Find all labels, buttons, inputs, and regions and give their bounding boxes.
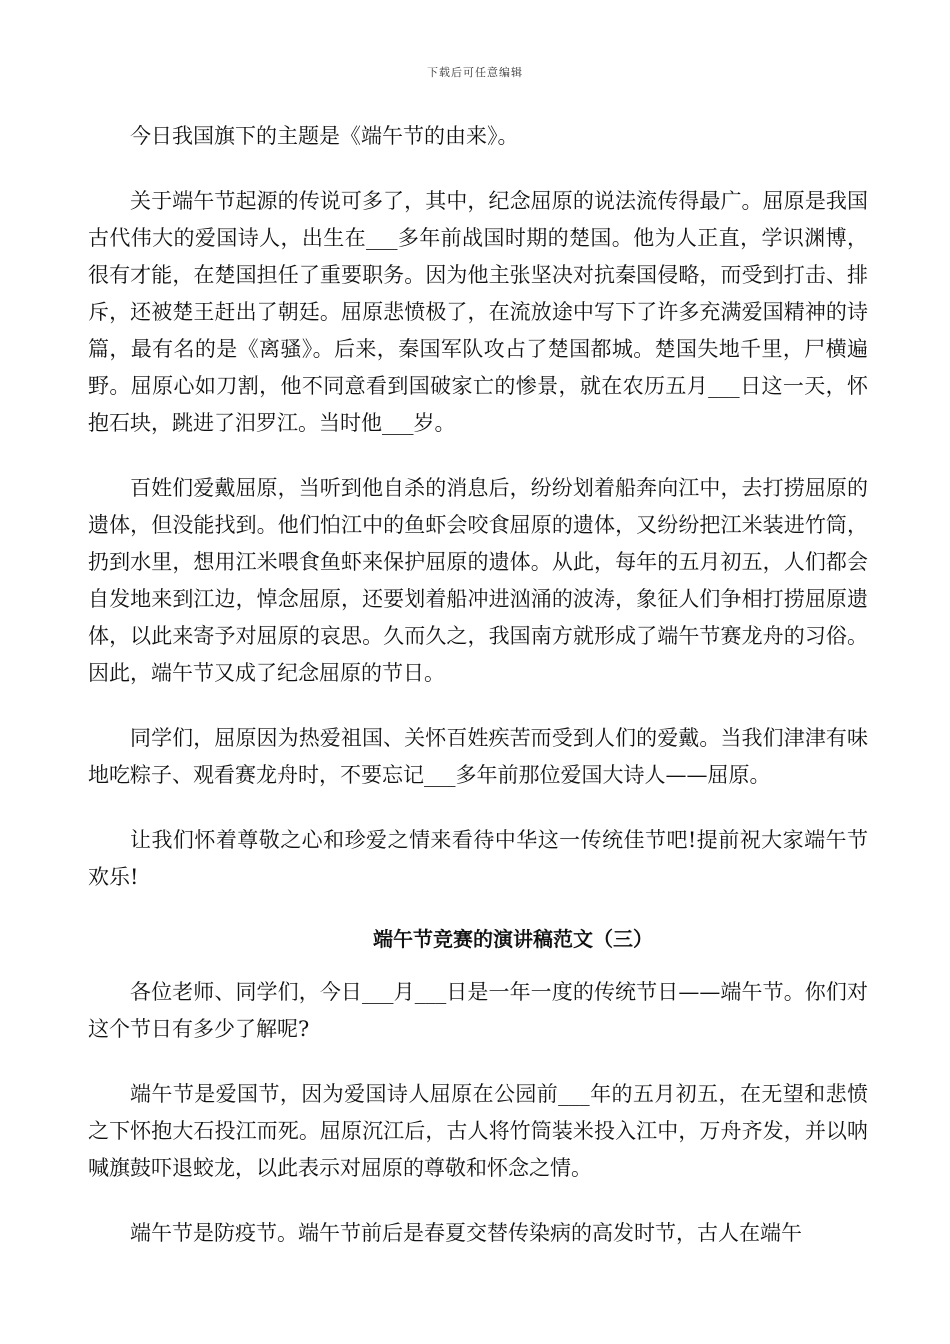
paragraph: 端午节是爱国节，因为爱国诗人屈原在公园前___年的五月初五，在无望和悲愤之下怀抱大石投江而死。屈原沉江后，古人将竹筒装米投入江中，万舟齐发，并以呐喊旗鼓吓退蛟龙，以此表示对屈原的尊敬和怀念之情。 (88, 1082, 868, 1180)
paragraph: 端午节是防疫节。端午节前后是春夏交替传染病的高发时节，古人在端午 (130, 1221, 802, 1245)
paragraph: 关于端午节起源的传说可多了，其中，纪念屈原的说法流传得最广。屈原是我国古代伟大的爱国诗人，出生在___多年前战国时期的楚国。他为人正直，学识渊博，很有才能，在楚国担任了重要职务。因为他主张坚决对抗秦国侵略，而受到打击、排斥，还被楚王赶出了朝廷。屈原悲愤极了，在流放途中写下了许多充满爱国精神的诗篇，最有名的是《离骚》。后来，秦国军队攻占了楚国都城。楚国失地千里，尸横遍野。屈原心如刀割，他不同意看到国破家亡的惨景，就在农历五月___日这一天，怀抱石块，跳进了汨罗江。当时他___岁。 (88, 189, 868, 435)
paragraph: 百姓们爱戴屈原，当听到他自杀的消息后，纷纷划着船奔向江中，去打捞屈原的遗体，但没能找到。他们怕江中的鱼虾会咬食屈原的遗体，又纷纷把江米装进竹筒，扔到水里，想用江米喂食鱼虾来保护屈原的遗体。从此，每年的五月初五，人们都会自发地来到江边，悼念屈原，还要划着船冲进汹涌的波涛，象征人们争相打捞屈原遗体，以此来寄予对屈原的哀思。久而久之，我国南方就形成了端午节赛龙舟的习俗。因此，端午节又成了纪念屈原的节日。 (88, 476, 868, 685)
paragraph: 让我们怀着尊敬之心和珍爱之情来看待中华这一传统佳节吧!提前祝大家端午节欢乐! (88, 828, 868, 889)
paragraph: 今日我国旗下的主题是《端午节的由来》。 (130, 124, 519, 148)
paragraph: 同学们，屈原因为热爱祖国、关怀百姓疾苦而受到人们的爱戴。当我们津津有味地吃粽子、观看赛龙舟时，不要忘记___多年前那位爱国大诗人——屈原。 (88, 726, 868, 787)
document-body (88, 118, 868, 1280)
paragraph: 各位老师、同学们，今日___月___日是一年一度的传统节日——端午节。你们对这个节日有多少了解呢? (88, 980, 868, 1041)
page-header-note: 下载后可任意编辑 (427, 66, 523, 79)
section-title: 端午节竞赛的演讲稿范文（三） (373, 927, 653, 951)
